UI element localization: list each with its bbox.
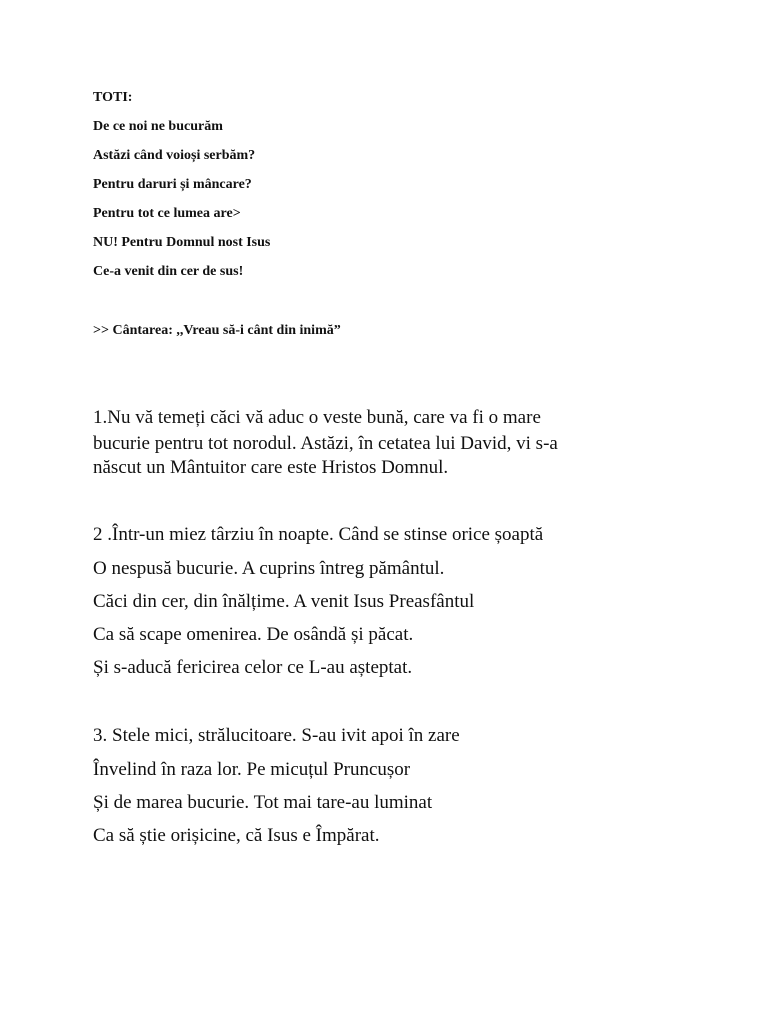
- verse2-line: Ca să scape omenirea. De osândă și păcat.: [93, 624, 414, 645]
- chorus-line: Ce-a venit din cer de sus!: [93, 264, 244, 279]
- verse2-line: O nespusă bucurie. A cuprins întreg pământul.: [93, 558, 445, 579]
- song-note: >> Cântarea: ,,Vreau să-i cânt din inimă”: [93, 323, 341, 338]
- verse1-line: 1.Nu vă temeți căci vă aduc o veste bună, care va fi o mare: [93, 407, 541, 428]
- verse1-line: născut un Mântuitor care este Hristos Domnul.: [93, 457, 449, 478]
- chorus-line: Pentru daruri și mâncare?: [93, 177, 252, 192]
- chorus-line: Pentru tot ce lumea are>: [93, 206, 241, 221]
- verse2-line: 2 .Într-un miez târziu în noapte. Când se stinse orice șoaptă: [93, 524, 544, 545]
- chorus-line: NU! Pentru Domnul nost Isus: [93, 235, 271, 250]
- chorus-line: Astăzi când voioși serbăm?: [93, 148, 256, 163]
- chorus-heading: TOTI:: [93, 90, 133, 105]
- verse1-line: bucurie pentru tot norodul. Astăzi, în cetatea lui David, vi s-a: [93, 433, 558, 454]
- verse3-line: Și de marea bucurie. Tot mai tare-au luminat: [93, 792, 433, 813]
- verse3-line: Învelind în raza lor. Pe micuțul Pruncușor: [93, 759, 411, 780]
- verse3-line: 3. Stele mici, strălucitoare. S-au ivit apoi în zare: [93, 725, 460, 746]
- verse2-line: Și s-aducă fericirea celor ce L-au așteptat.: [93, 657, 413, 678]
- verse3-line: Ca să știe orișicine, că Isus e Împărat.: [93, 825, 380, 846]
- chorus-line: De ce noi ne bucurăm: [93, 119, 223, 134]
- verse2-line: Căci din cer, din înălțime. A venit Isus Preasfântul: [93, 591, 475, 612]
